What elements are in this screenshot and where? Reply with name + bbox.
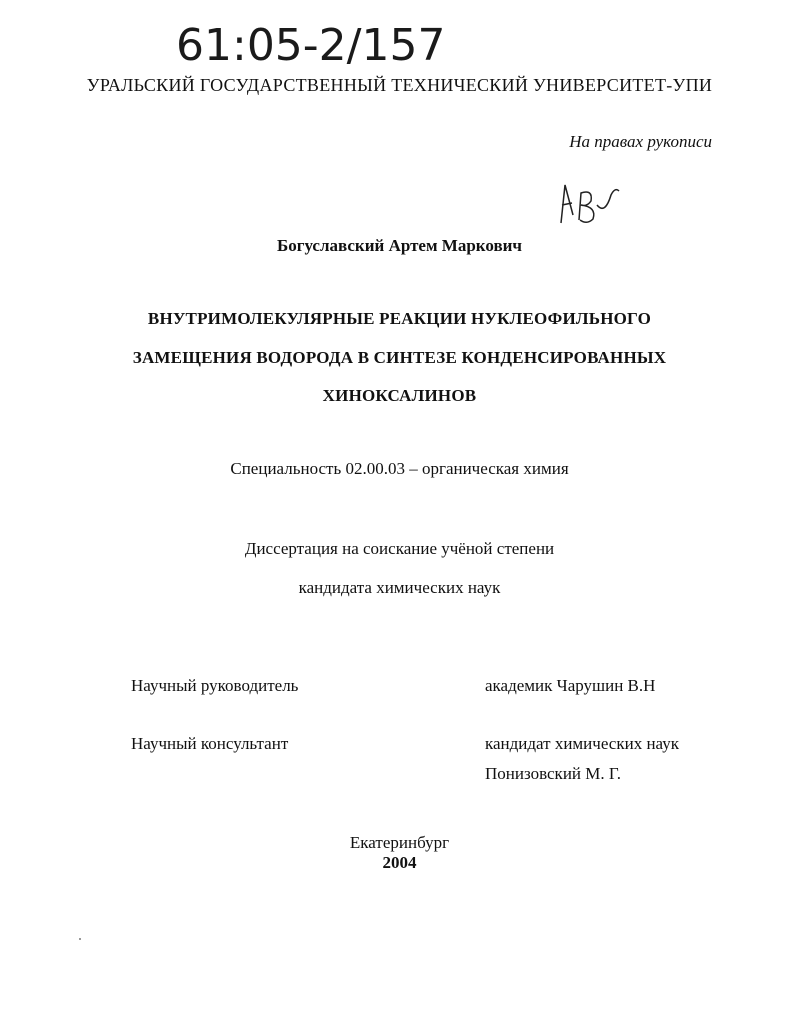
consultant-degree: кандидат химических наук	[485, 734, 679, 753]
supervisor-name: академик Чарушин В.Н	[485, 676, 656, 695]
consultant-label: Научный консультант	[131, 734, 289, 753]
specialty-code: Специальность 02.00.03 – органическая химия	[230, 459, 569, 478]
year: 2004	[382, 853, 417, 872]
handwritten-code-text: 61:05-2/157	[176, 20, 446, 71]
thesis-title-line-1: ВНУТРИМОЛЕКУЛЯРНЫЕ РЕАКЦИИ НУКЛЕОФИЛЬНОГО	[147, 309, 652, 328]
handwritten-initials-signature	[553, 175, 623, 230]
thesis-title-line-3: ХИНОКСАЛИНОВ	[322, 386, 477, 405]
dissertation-purpose-line-1: Диссертация на соискание учёной степени	[244, 539, 555, 558]
author-name: Богуславский Артем Маркович	[276, 236, 523, 255]
manuscript-rights-note: На правах рукописи	[569, 132, 712, 151]
thesis-title-line-2: ЗАМЕЩЕНИЯ ВОДОРОДА В СИНТЕЗЕ КОНДЕНСИРОВАННЫХ	[132, 348, 667, 367]
scan-speck	[79, 938, 81, 940]
supervisor-label: Научный руководитель	[131, 676, 299, 695]
university-name: УРАЛЬСКИЙ ГОСУДАРСТВЕННЫЙ ТЕХНИЧЕСКИЙ УНИВЕРСИТЕТ-УПИ	[86, 75, 713, 95]
consultant-name: Понизовский М. Г.	[485, 764, 622, 783]
city: Екатеринбург	[349, 833, 450, 852]
handwritten-archive-code	[170, 8, 510, 82]
dissertation-purpose-line-2: кандидата химических наук	[298, 578, 501, 597]
